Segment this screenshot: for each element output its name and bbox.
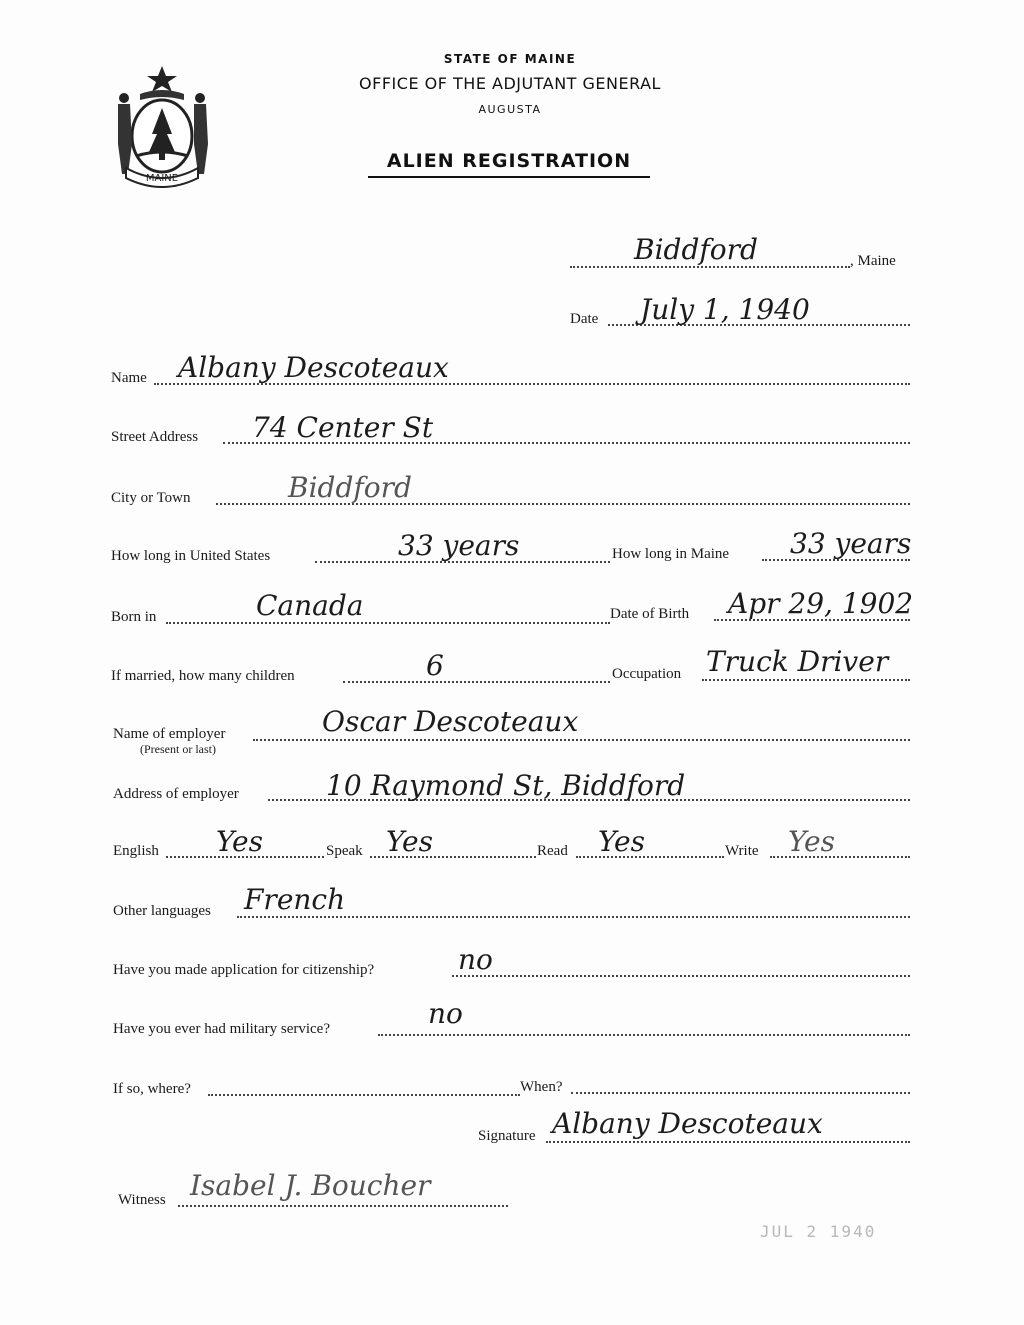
dob-label: Date of Birth: [610, 606, 690, 622]
city-value: Biddford: [288, 471, 412, 504]
town-line: [570, 266, 850, 268]
how-long-maine-value: 33 years: [790, 527, 912, 560]
read-value: Yes: [598, 825, 645, 858]
state-heading: STATE OF MAINE: [443, 52, 577, 66]
if-so-where-label: If so, where?: [113, 1081, 191, 1097]
signature-line: [546, 1141, 910, 1143]
military-line: [378, 1034, 910, 1036]
occupation-line: [702, 679, 910, 681]
born-in-line: [166, 622, 610, 624]
town-value: Biddford: [634, 233, 758, 266]
born-in-label: Born in: [111, 609, 157, 625]
if-so-where-line: [208, 1094, 520, 1096]
dob-value: Apr 29, 1902: [728, 587, 914, 620]
how-long-us-label: How long in United States: [111, 548, 271, 564]
english-label: English: [113, 843, 159, 859]
employer-label: Name of employer: [113, 726, 226, 742]
speak-label: Speak: [326, 843, 363, 859]
born-in-value: Canada: [256, 589, 364, 622]
witness-label: Witness: [118, 1192, 166, 1208]
english-value: Yes: [216, 825, 263, 858]
signature-value: Albany Descoteaux: [552, 1107, 823, 1140]
city-label: City or Town: [111, 490, 191, 506]
received-stamp: JUL 2 1940: [760, 1222, 877, 1241]
office-heading: OFFICE OF THE ADJUTANT GENERAL: [359, 74, 661, 93]
citizenship-line: [452, 975, 910, 977]
when-label: When?: [520, 1079, 563, 1095]
how-long-us-value: 33 years: [398, 529, 520, 562]
children-value: 6: [426, 649, 444, 682]
witness-value: Isabel J. Boucher: [190, 1169, 431, 1202]
employer-line: [253, 739, 910, 741]
occupation-value: Truck Driver: [706, 645, 889, 678]
citizenship-value: no: [458, 943, 493, 976]
other-languages-value: French: [244, 883, 346, 916]
employer-address-label: Address of employer: [113, 786, 239, 802]
children-label: If married, how many children: [111, 668, 295, 684]
signature-label: Signature: [478, 1128, 536, 1144]
read-label: Read: [537, 843, 568, 859]
maine-state-seal: [110, 64, 214, 190]
employer-address-value: 10 Raymond St, Biddford: [326, 769, 686, 802]
employer-sublabel: (Present or last): [140, 742, 216, 756]
children-line: [343, 681, 610, 683]
name-value: Albany Descoteaux: [178, 351, 449, 384]
how-long-maine-label: How long in Maine: [612, 546, 730, 562]
occupation-label: Occupation: [612, 666, 682, 682]
when-line: [571, 1092, 910, 1094]
citizenship-label: Have you made application for citizenship?: [113, 962, 375, 978]
write-label: Write: [725, 843, 759, 859]
street-label: Street Address: [111, 429, 199, 445]
street-value: 74 Center St: [252, 411, 434, 444]
military-value: no: [428, 997, 463, 1030]
form-title: ALIEN REGISTRATION: [368, 150, 650, 178]
date-label: Date: [570, 311, 599, 327]
other-languages-line: [237, 916, 910, 918]
employer-value: Oscar Descoteaux: [322, 705, 579, 738]
witness-line: [178, 1205, 508, 1207]
speak-value: Yes: [386, 825, 433, 858]
other-languages-label: Other languages: [113, 903, 211, 919]
military-label: Have you ever had military service?: [113, 1021, 330, 1037]
maine-label: , Maine: [850, 253, 896, 269]
city-heading: AUGUSTA: [478, 103, 542, 116]
write-value: Yes: [788, 825, 835, 858]
seal-text: MAINE: [145, 173, 179, 184]
name-label: Name: [111, 370, 147, 386]
date-value: July 1, 1940: [640, 293, 810, 326]
